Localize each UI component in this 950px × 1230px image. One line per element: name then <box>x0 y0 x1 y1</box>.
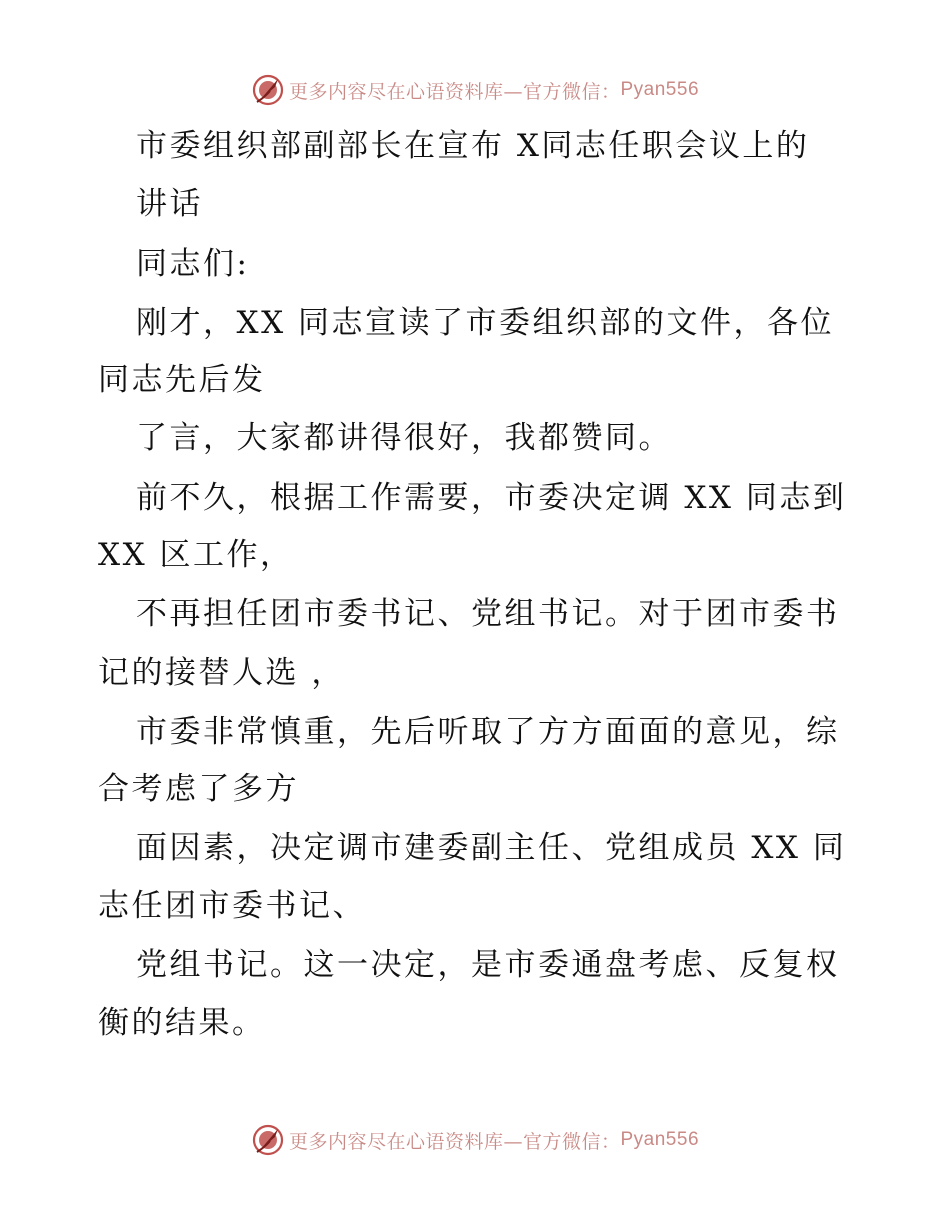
paragraph-line: 合考虑了多方 <box>98 771 299 807</box>
banner-wechat-id: Pyan556 <box>620 79 700 100</box>
quill-seal-icon <box>251 1123 285 1157</box>
banner-wechat-id: Pyan556 <box>620 1129 700 1150</box>
paragraph-line: 面因素，决定调市建委副主任、党组成员 XX 同 <box>136 830 847 866</box>
salutation: 同志们: <box>136 246 250 282</box>
paragraph-line: 党组书记。这一决定，是市委通盘考虑、反复权 <box>136 947 840 983</box>
paragraph-line: 不再担任团市委书记、党组书记。对于团市委书 <box>136 596 840 632</box>
paragraph-line: 市委非常慎重，先后听取了方方面面的意见，综 <box>136 714 840 750</box>
paragraph-line: 同志先后发 <box>98 362 266 398</box>
banner-text: 更多内容尽在心语资料库—官方微信： <box>288 1130 621 1153</box>
footer-banner <box>0 1120 950 1160</box>
paragraph-line: 志任团市委书记、 <box>98 888 366 924</box>
paragraph-line: 前不久，根据工作需要，市委决定调 XX 同志到 <box>136 480 847 516</box>
paragraph-line: XX 区工作， <box>98 537 294 573</box>
banner-text: 更多内容尽在心语资料库—官方微信： <box>288 80 621 103</box>
paragraph-line: 刚才，XX 同志宣读了市委组织部的文件，各位 <box>136 305 834 341</box>
paragraph-line: 了言，大家都讲得很好，我都赞同。 <box>136 420 672 456</box>
document-title: 市委组织部副部长在宣布 X同志任职会议上的 <box>136 128 810 164</box>
paragraph-line: 衡的结果。 <box>98 1005 266 1041</box>
document-title-cont: 讲话 <box>136 186 203 222</box>
paragraph-line: 记的接替人选 ， <box>98 655 345 691</box>
